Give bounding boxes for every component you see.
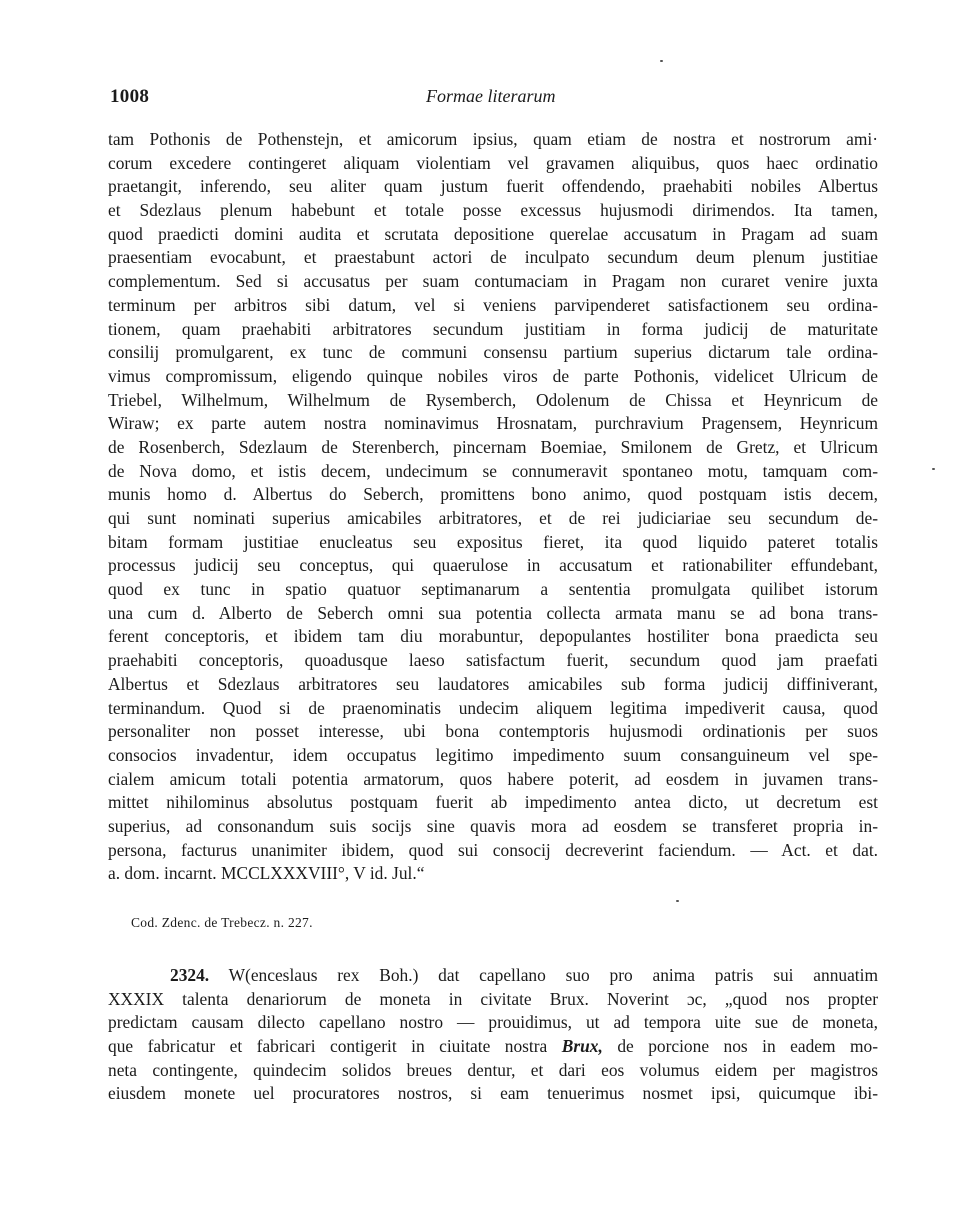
text-line: quod ex tunc in spatio quatuor septimanarum a sententia promulgata quilibet istorum (108, 579, 878, 600)
text-line: mittet nihilominus absolutus postquam fuerit ab impedimento antea dicto, ut decretum est (108, 792, 878, 813)
text-line (108, 1035, 878, 1059)
place-name: Brux, (561, 1036, 603, 1057)
entry-summary: W(enceslaus rex Boh.) dat capellano suo pro anima patris sui annuatim (228, 965, 878, 985)
text-line: Triebel, Wilhelmum, Wilhelmum de Rysemberch, Odolenum de Chissa et Heynricum de (108, 389, 878, 410)
text-line: Albertus et Sdezlaus arbitratores seu laudatores amicabiles sub forma judicij diffiniverant, (108, 673, 878, 694)
entry-number: 2324. (170, 965, 210, 985)
text-line: tam Pothonis de Pothenstejn, et amicorum ipsius, quam etiam de nostra et nostrorum ami· (108, 129, 878, 149)
page-number: 1008 (110, 86, 150, 107)
text-line: neta contingente, quindecim solidos breues dentur, et dari eos volumus eidem per magistros (108, 1059, 878, 1080)
text-line: cialem amicum totali potentia armatorum, quos habere poterit, ad eosdem in juvamen trans- (108, 768, 878, 789)
source-citation: Cod. Zdenc. de Trebecz. n. 227. (131, 915, 313, 930)
text-line: terminum per arbitros sibi datum, vel si veniens parvipenderet satisfactionem seu ordina- (108, 294, 878, 315)
text-segment: que fabricatur et fabricari contigerit in ciuitate nostra (108, 1036, 562, 1057)
text-line: superius, ad consonandum suis socijs sine quavis mora ad eosdem se transferet propria in- (108, 815, 878, 836)
running-header (108, 86, 878, 116)
text-line: quod praedicti domini audita et scrutata depositione querelae accusatum in Pragam ad suam (108, 223, 878, 244)
text-line: praehabiti conceptoris, quoadusque laeso satisfactum fuerit, secundum quod jam praefati (108, 650, 878, 671)
running-title: Formae literarum (426, 86, 556, 106)
text-line: qui sunt nominati superius amicabiles arbitratores, et de rei judiciariae seu secundum de- (108, 508, 878, 528)
text-line: vimus compromissum, eligendo quinque nobiles viros de parte Pothonis, videlicet Ulricum de (108, 365, 878, 386)
print-speck (660, 60, 663, 62)
charter-text (108, 128, 878, 886)
text-line: ferent conceptoris, et ibidem tam diu morabuntur, depopulantes hostiliter bona praedicta seu (108, 626, 878, 647)
text-line: terminandum. Quod si de praenominatis undecim aliquem legitima impediverit causa, quod (108, 697, 878, 718)
text-line: a. dom. incarnt. MCCLXXXVIII°, V id. Jul.“ (108, 863, 425, 884)
text-line: eiusdem monete uel procuratores nostros, si eam tenuerimus nosmet ipsi, quicumque ibi- (108, 1083, 878, 1104)
text-line: bitam formam justitiae enucleatus seu expositus fieret, ita quod liquido pateret totalis (108, 531, 878, 552)
text-line: corum excedere contingeret aliquam violentiam vel gravamen aliquibus, quos haec ordinatio (108, 152, 878, 173)
text-line: de Nova domo, et istis decem, undecimum se connumeravit spontaneo motu, tamquam com- (108, 460, 878, 481)
text-line: personaliter non posset interesse, ubi bona contemptoris hujusmodi ordinationis per suos (108, 721, 878, 742)
print-speck (932, 468, 935, 470)
text-line: praesentiam evocabunt, et praestabunt actori de inculpato secundum deum plenum justitiae (108, 247, 878, 268)
text-line: processus judicij seu conceptus, qui quaerulose in accusatum et rationabiliter effundebant, (108, 555, 878, 576)
text-line: praetangit, inferendo, seu aliter quam justum fuerit offendendo, praehabiti nobiles Albertus (108, 176, 878, 197)
text-line: consocios invadentur, idem occupatus legitimo impedimento suum consanguineum vel spe- (108, 744, 878, 765)
text-line: predictam causam dilecto capellano nostro — prouidimus, ut ad tempora uite sue de moneta, (108, 1012, 878, 1033)
text-line: una cum d. Alberto de Seberch omni sua potentia collecta armata manu se ad bona trans- (108, 602, 878, 623)
text-line: et Sdezlaus plenum habebunt et totale posse excessus hujusmodi dirimendos. Ita tamen, (108, 200, 878, 221)
entry-heading-line (108, 964, 878, 988)
text-line: complementum. Sed si accusatus per suam contumaciam in Pragam non curaret venire juxta (108, 271, 878, 292)
entry-2324 (108, 964, 878, 1106)
text-line: consilij promulgarent, ex tunc de communi consensu partium superius dictarum tale ordina- (108, 342, 878, 363)
text-segment: de porcione nos in eadem mo- (602, 1036, 878, 1057)
text-line: munis homo d. Albertus do Seberch, promittens bono animo, quod postquam istis decem, (108, 484, 878, 505)
text-line: XXXIX talenta denariorum de moneta in civitate Brux. Noverint ɔc, „quod nos propter (108, 988, 878, 1009)
print-speck (676, 900, 679, 902)
text-line: Wiraw; ex parte autem nostra nominavimus Hrosnatam, purchravium Pragensem, Heynricum (108, 413, 878, 434)
text-line: tionem, quam praehabiti arbitratores secundum justitiam in forma judicij de maturitate (108, 318, 878, 339)
text-line: persona, facturus unanimiter ibidem, quod sui consocij decreverint faciendum. — Act. et dat. (108, 839, 878, 860)
text-line: de Rosenberch, Sdezlaum de Sterenberch, pincernam Boemiae, Smilonem de Gretz, et Ulricum (108, 436, 878, 457)
